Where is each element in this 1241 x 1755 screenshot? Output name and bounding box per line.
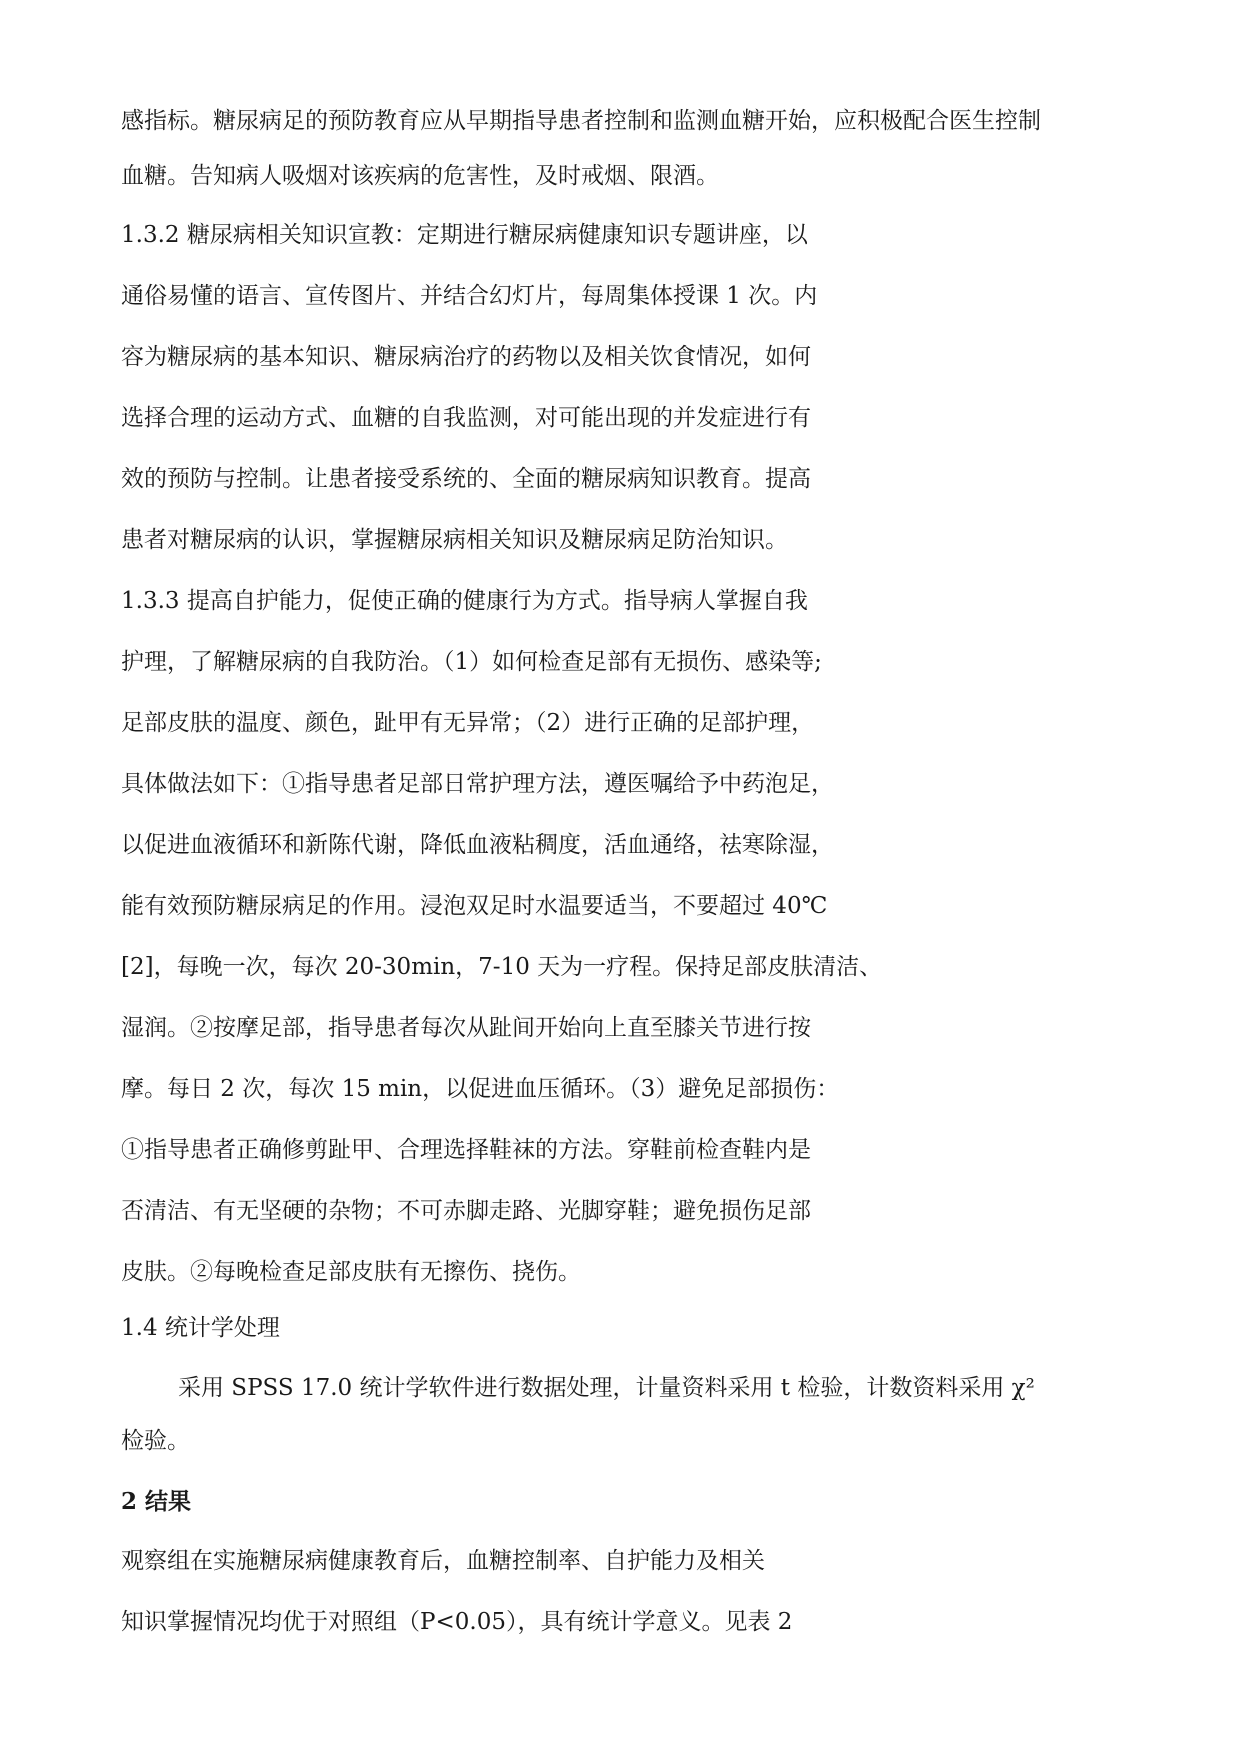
text-line: 护理，了解糖尿病的自我防治。（1）如何检查足部有无损伤、感染等; [121,649,822,675]
section-1-3-3: 1.3.3 提高自护能力，促使正确的健康行为方式。指导病人掌握自我 [121,588,808,614]
text-line: 感指标。糖尿病足的预防教育应从早期指导患者控制和监测血糖开始，应积极配合医生控制 [121,108,1041,134]
section-1-4-heading: 1.4 统计学处理 [121,1315,280,1341]
text-line: [2]，每晚一次，每次 20-30min，7-10 天为一疗程。保持足部皮肤清洁、 [121,954,883,980]
text-line: 观察组在实施糖尿病健康教育后，血糖控制率、自护能力及相关 [121,1548,765,1574]
text-line: 足部皮肤的温度、颜色，趾甲有无异常；（2）进行正确的足部护理， [121,710,815,736]
text-line: 皮肤。②每晚检查足部皮肤有无擦伤、挠伤。 [121,1259,581,1285]
text-line: 血糖。告知病人吸烟对该疾病的危害性，及时戒烟、限酒。 [121,163,719,189]
text-line: 知识掌握情况均优于对照组（P<0.05），具有统计学意义。见表 2 [121,1609,793,1635]
text-line: 采用 SPSS 17.0 统计学软件进行数据处理，计量资料采用 t 检验，计数资料采用 χ² [178,1375,1035,1401]
text-line: 效的预防与控制。让患者接受系统的、全面的糖尿病知识教育。提高 [121,466,811,492]
section-1-3-2: 1.3.2 糖尿病相关知识宣教：定期进行糖尿病健康知识专题讲座，以 [121,222,808,248]
text-line: 否清洁、有无坚硬的杂物；不可赤脚走路、光脚穿鞋；避免损伤足部 [121,1198,811,1224]
text-line: 摩。每日 2 次，每次 15 min，以促进血压循环。（3）避免足部损伤： [121,1076,840,1102]
text-line: 具体做法如下：①指导患者足部日常护理方法，遵医嘱给予中药泡足， [121,771,834,797]
text-line: ①指导患者正确修剪趾甲、合理选择鞋袜的方法。穿鞋前检查鞋内是 [121,1137,811,1163]
text-line: 容为糖尿病的基本知识、糖尿病治疗的药物以及相关饮食情况，如何 [121,344,811,370]
section-2-heading: 2 结果 [121,1488,192,1515]
text-line: 患者对糖尿病的认识，掌握糖尿病相关知识及糖尿病足防治知识。 [121,527,788,553]
text-line: 湿润。②按摩足部，指导患者每次从趾间开始向上直至膝关节进行按 [121,1015,811,1041]
text-line: 能有效预防糖尿病足的作用。浸泡双足时水温要适当，不要超过 40℃ [121,893,828,919]
text-line: 通俗易懂的语言、宣传图片、并结合幻灯片，每周集体授课 1 次。内 [121,283,818,309]
text-line: 选择合理的运动方式、血糖的自我监测，对可能出现的并发症进行有 [121,405,811,431]
text-line: 检验。 [121,1428,190,1454]
text-line: 以促进血液循环和新陈代谢，降低血液粘稠度，活血通络，祛寒除湿， [121,832,834,858]
